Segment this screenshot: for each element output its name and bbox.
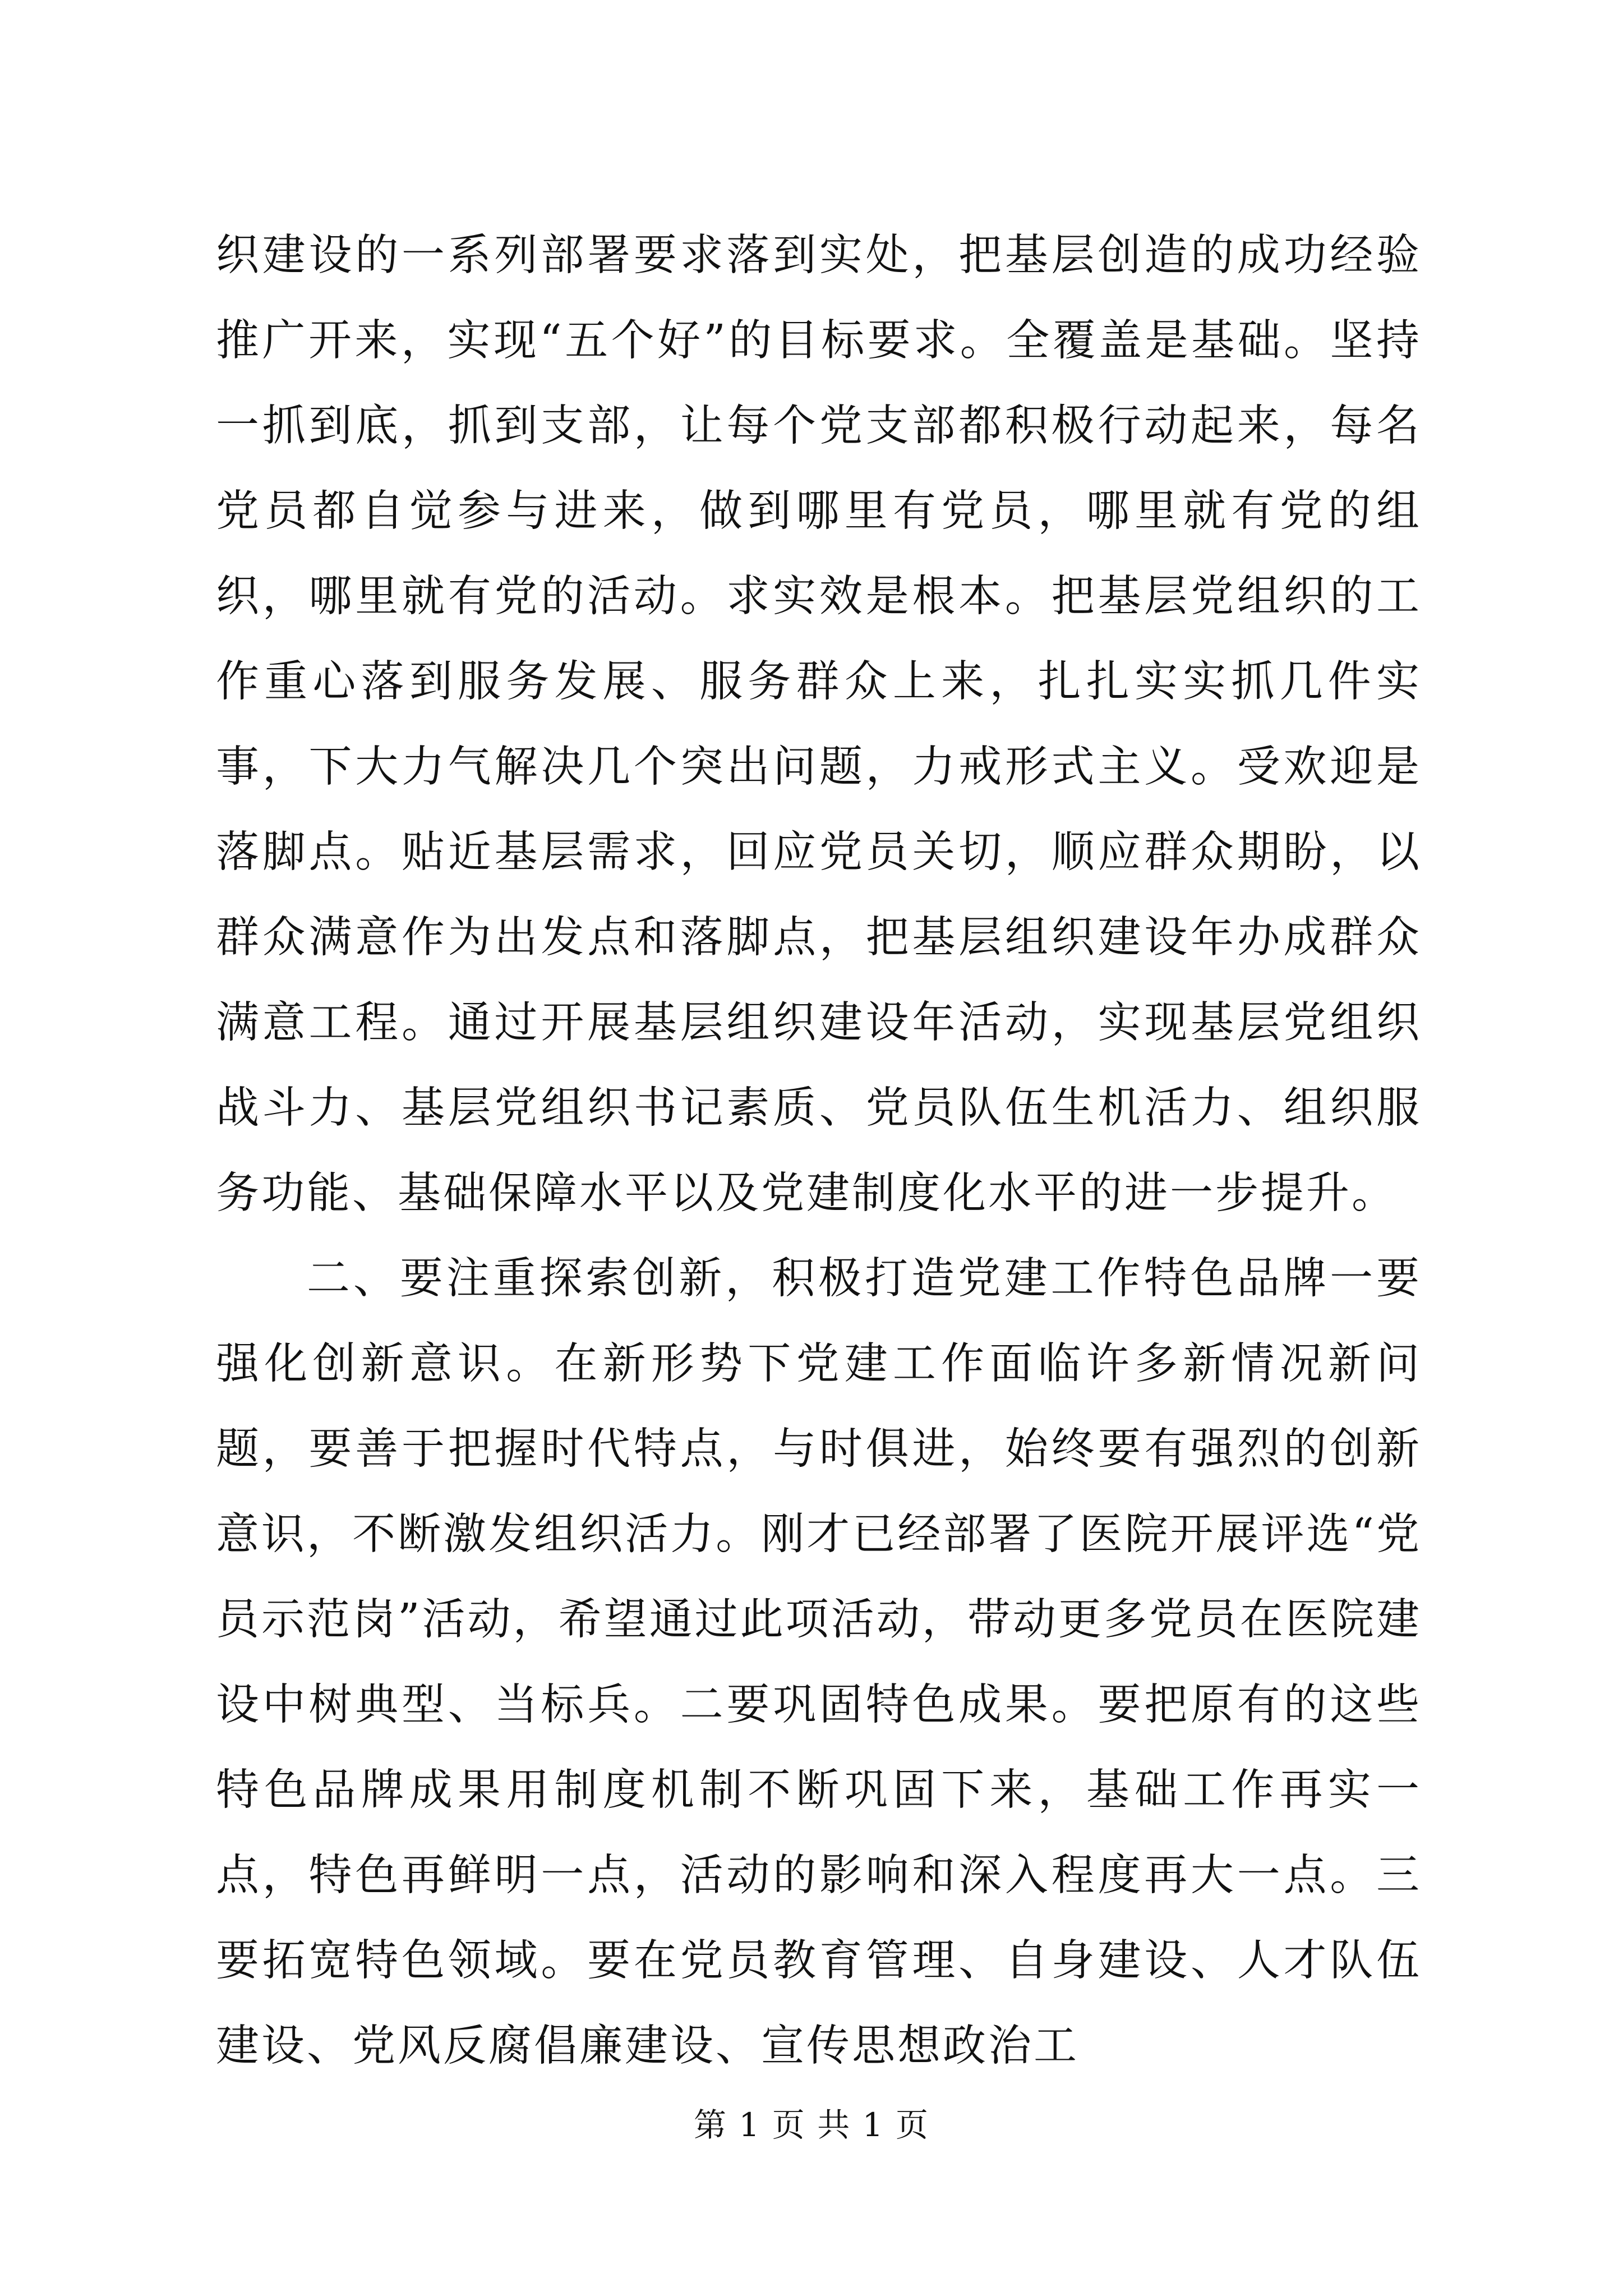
document-body (216, 213, 1422, 2089)
paragraph-1: 织建设的一系列部署要求落到实处，把基层创造的成功经验推广开来，实现“五个好”的目标要求。全覆盖是基础。坚持一抓到底，抓到支部，让每个党支部都积极行动起来，每名党员都自觉参与进来，做到哪里有党员，哪里就有党的组织，哪里就有党的活动。求实效是根本。把基层党组织的工作重心落到服务发展、服务群众上来，扎扎实实抓几件实事，下大力气解决几个突出问题，力戒形式主义。受欢迎是落脚点。贴近基层需求，回应党员关切，顺应群众期盼，以群众满意作为出发点和落脚点，把基层组织建设年办成群众满意工程。通过开展基层组织建设年活动，实现基层党组织战斗力、基层党组织书记素质、党员队伍生机活力、组织服务功能、基础保障水平以及党建制度化水平的进一步提升。 (216, 231, 1422, 1218)
page-number-footer: 第 1 页 共 1 页 (694, 2106, 929, 2144)
paragraph-2: 二、要注重探索创新，积极打造党建工作特色品牌一要强化创新意识。在新形势下党建工作面临许多新情况新问题，要善于把握时代特点，与时俱进，始终要有强烈的创新意识，不断激发组织活力。刚才已经部署了医院开展评选“党员示范岗”活动，希望通过此项活动，带动更多党员在医院建设中树典型、当标兵。二要巩固特色成果。要把原有的这些特色品牌成果用制度机制不断巩固下来，基础工作再实一点，特色再鲜明一点，活动的影响和深入程度再大一点。三要拓宽特色领域。要在党员教育管理、自身建设、人才队伍建设、党风反腐倡廉建设、宣传思想政治工 (216, 1254, 1422, 2071)
